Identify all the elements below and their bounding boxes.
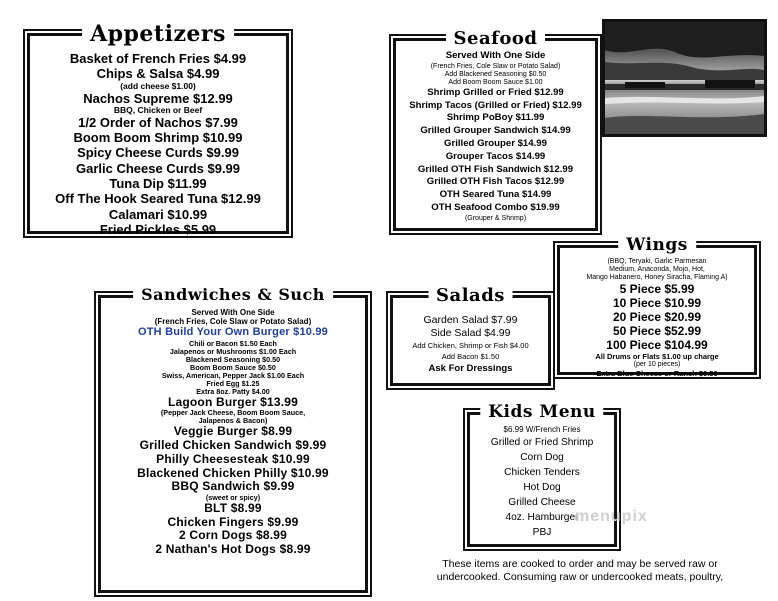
sandwiches-item: Veggie Burger $8.99: [173, 424, 293, 439]
appetizers-item: Off The Hook Seared Tuna $12.99: [55, 191, 261, 207]
seafood-item: (French Fries, Cole Slaw or Potato Salad): [430, 62, 561, 70]
disclaimer-line-1: These items are cooked to order and may be served raw or: [442, 558, 718, 570]
sandwiches-item: BLT $8.99: [204, 500, 262, 515]
appetizers-item: Boom Boom Shrimp $10.99: [73, 130, 243, 146]
wings-list: [560, 248, 754, 378]
disclaimer-text: [400, 558, 760, 584]
sandwiches-title: Sandwiches & Such: [133, 285, 333, 304]
appetizers-item: Fried Pickles $5.99: [99, 221, 217, 237]
wings-section: [557, 235, 757, 378]
wings-item: 20 Piece $20.99: [612, 310, 702, 324]
sandwiches-item: Philly Cheesesteak $10.99: [156, 451, 310, 466]
sandwiches-item: (sweet or spicy): [205, 492, 261, 502]
wings-title: Wings: [618, 235, 696, 255]
kids-menu-section: [467, 402, 617, 547]
sandwiches-item: Lagoon Burger $13.99: [167, 394, 299, 409]
wings-item: 50 Piece $52.99: [612, 324, 702, 338]
sandwiches-item: Served With One Side: [191, 308, 275, 317]
sunset-lagoon-image: [605, 22, 764, 134]
wings-item: Mango Habanero, Honey Siracha, Flaming A): [586, 274, 728, 281]
seafood-item: OTH Seared Tuna $14.99: [439, 189, 552, 201]
salads-item: Ask For Dressings: [428, 363, 513, 374]
kids-item: Grilled or Fried Shrimp: [490, 437, 594, 448]
kids-item: PBJ: [532, 527, 552, 538]
seafood-item: Shrimp Grilled or Fried $12.99: [427, 86, 564, 98]
wings-item: 100 Piece $104.99: [606, 338, 708, 352]
sandwiches-item: Chicken Fingers $9.99: [167, 514, 299, 529]
wings-item: 10 Piece $10.99: [612, 296, 702, 310]
salads-item: Add Chicken, Shrimp or Fish $4.00: [412, 341, 529, 350]
kids-item: Corn Dog: [520, 452, 564, 463]
salads-item: Garden Salad $7.99: [423, 314, 518, 326]
sandwiches-item: Jalapenos or Mushrooms $1.00 Each: [169, 346, 297, 356]
appetizers-item: Garlic Cheese Curds $9.99: [75, 160, 241, 176]
sandwiches-item: Grilled Chicken Sandwich $9.99: [139, 438, 327, 453]
appetizers-item: Basket of French Fries $4.99: [69, 51, 247, 66]
appetizers-item: Nachos Supreme $12.99: [83, 90, 233, 106]
seafood-item: Shrimp Tacos (Grilled or Fried) $12.99: [409, 99, 582, 111]
seafood-item: Grilled OTH Fish Tacos $12.99: [426, 176, 565, 188]
appetizers-list: [30, 36, 286, 237]
seafood-item: (Grouper & Shrimp): [464, 214, 527, 222]
appetizers-title: Appetizers: [82, 21, 234, 47]
sandwiches-item: Fried Egg $1.25: [206, 378, 260, 388]
sandwiches-item: Swiss, American, Pepper Jack $1.00 Each: [161, 370, 305, 380]
appetizers-item: (add cheese $1.00): [120, 80, 196, 91]
kids-item: Chicken Tenders: [504, 467, 580, 478]
kids-item: Hot Dog: [523, 482, 561, 493]
seafood-item: Add Boom Boom Sauce $1.00: [448, 78, 543, 86]
seafood-section: [393, 28, 598, 231]
wings-item: 5 Piece $5.99: [619, 282, 695, 296]
appetizers-section: [27, 21, 289, 237]
seafood-list: [396, 41, 595, 223]
sandwiches-item: (French Fries, Cole Slaw or Potato Salad): [154, 317, 312, 326]
seafood-item: Grilled Grouper $14.99: [444, 137, 547, 149]
disclaimer-line-2: undercooked. Consuming raw or undercooked meats, poultry,: [436, 571, 724, 583]
sandwiches-item: (Pepper Jack Cheese, Boom Boom Sauce,: [160, 408, 306, 418]
seafood-item: Grilled OTH Fish Sandwich $12.99: [417, 163, 574, 175]
seafood-item: Shrimp PoBoy $11.99: [446, 112, 545, 124]
seafood-item: Add Blackened Seasoning $0.50: [444, 70, 547, 78]
seafood-item: Served With One Side: [445, 50, 546, 61]
seafood-item: Grilled Grouper Sandwich $14.99: [420, 125, 571, 137]
sandwiches-item: Chili or Bacon $1.50 Each: [189, 338, 277, 348]
kids-item: 4oz. Hamburger: [505, 512, 579, 523]
seafood-item: Grouper Tacos $14.99: [445, 150, 546, 162]
sandwiches-section: [98, 285, 368, 593]
watermark-text: menupix: [575, 508, 648, 525]
salads-item: Side Salad $4.99: [430, 327, 511, 339]
sandwiches-item: Blackened Seasoning $0.50: [185, 354, 281, 364]
wings-item: (per 10 pieces): [633, 361, 681, 368]
kids-menu-title: Kids Menu: [480, 402, 603, 422]
appetizers-item: 1/2 Order of Nachos $7.99: [78, 114, 238, 130]
wings-item: All Drums or Flats $1.00 up charge: [595, 352, 719, 361]
kids-item: Grilled Cheese: [508, 497, 576, 508]
wings-item: (BBQ, Teryaki, Garlic Parmesan: [607, 258, 707, 265]
wings-item: Extra Blue Cheese or Ranch $0.50: [596, 369, 718, 378]
seafood-item: OTH Seafood Combo $19.99: [431, 201, 560, 213]
salads-section: [390, 285, 551, 386]
kids-item: $6.99 W/French Fries: [503, 425, 581, 434]
sandwiches-item: Boom Boom Sauce $0.50: [190, 362, 276, 372]
salads-item: Add Bacon $1.50: [441, 352, 500, 361]
appetizers-item: Tuna Dip $11.99: [109, 176, 207, 192]
sandwiches-item: Blackened Chicken Philly $10.99: [137, 465, 329, 480]
sandwiches-item: 2 Nathan's Hot Dogs $8.99: [155, 542, 311, 557]
seafood-title: Seafood: [446, 28, 546, 49]
sandwiches-item: BBQ Sandwich $9.99: [171, 479, 295, 494]
waterfront-photo: [602, 19, 767, 137]
sandwiches-list: [101, 298, 365, 557]
appetizers-item: Chips & Salsa $4.99: [96, 66, 220, 82]
appetizers-item: BBQ, Chicken or Beef: [113, 104, 203, 115]
salads-title: Salads: [428, 285, 513, 306]
appetizers-item: Spicy Cheese Curds $9.99: [77, 145, 239, 161]
wings-item: Medium, Anaconda, Mojo, Hot,: [609, 266, 705, 273]
appetizers-item: Calamari $10.99: [108, 206, 208, 222]
sandwiches-item: Extra 8oz. Patty $4.00: [196, 386, 270, 396]
sandwiches-item: Jalapenos & Bacon): [198, 416, 268, 426]
salads-list: [393, 298, 548, 375]
sandwiches-item: 2 Corn Dogs $8.99: [178, 528, 288, 543]
sandwiches-item: OTH Build Your Own Burger $10.99: [138, 326, 328, 338]
